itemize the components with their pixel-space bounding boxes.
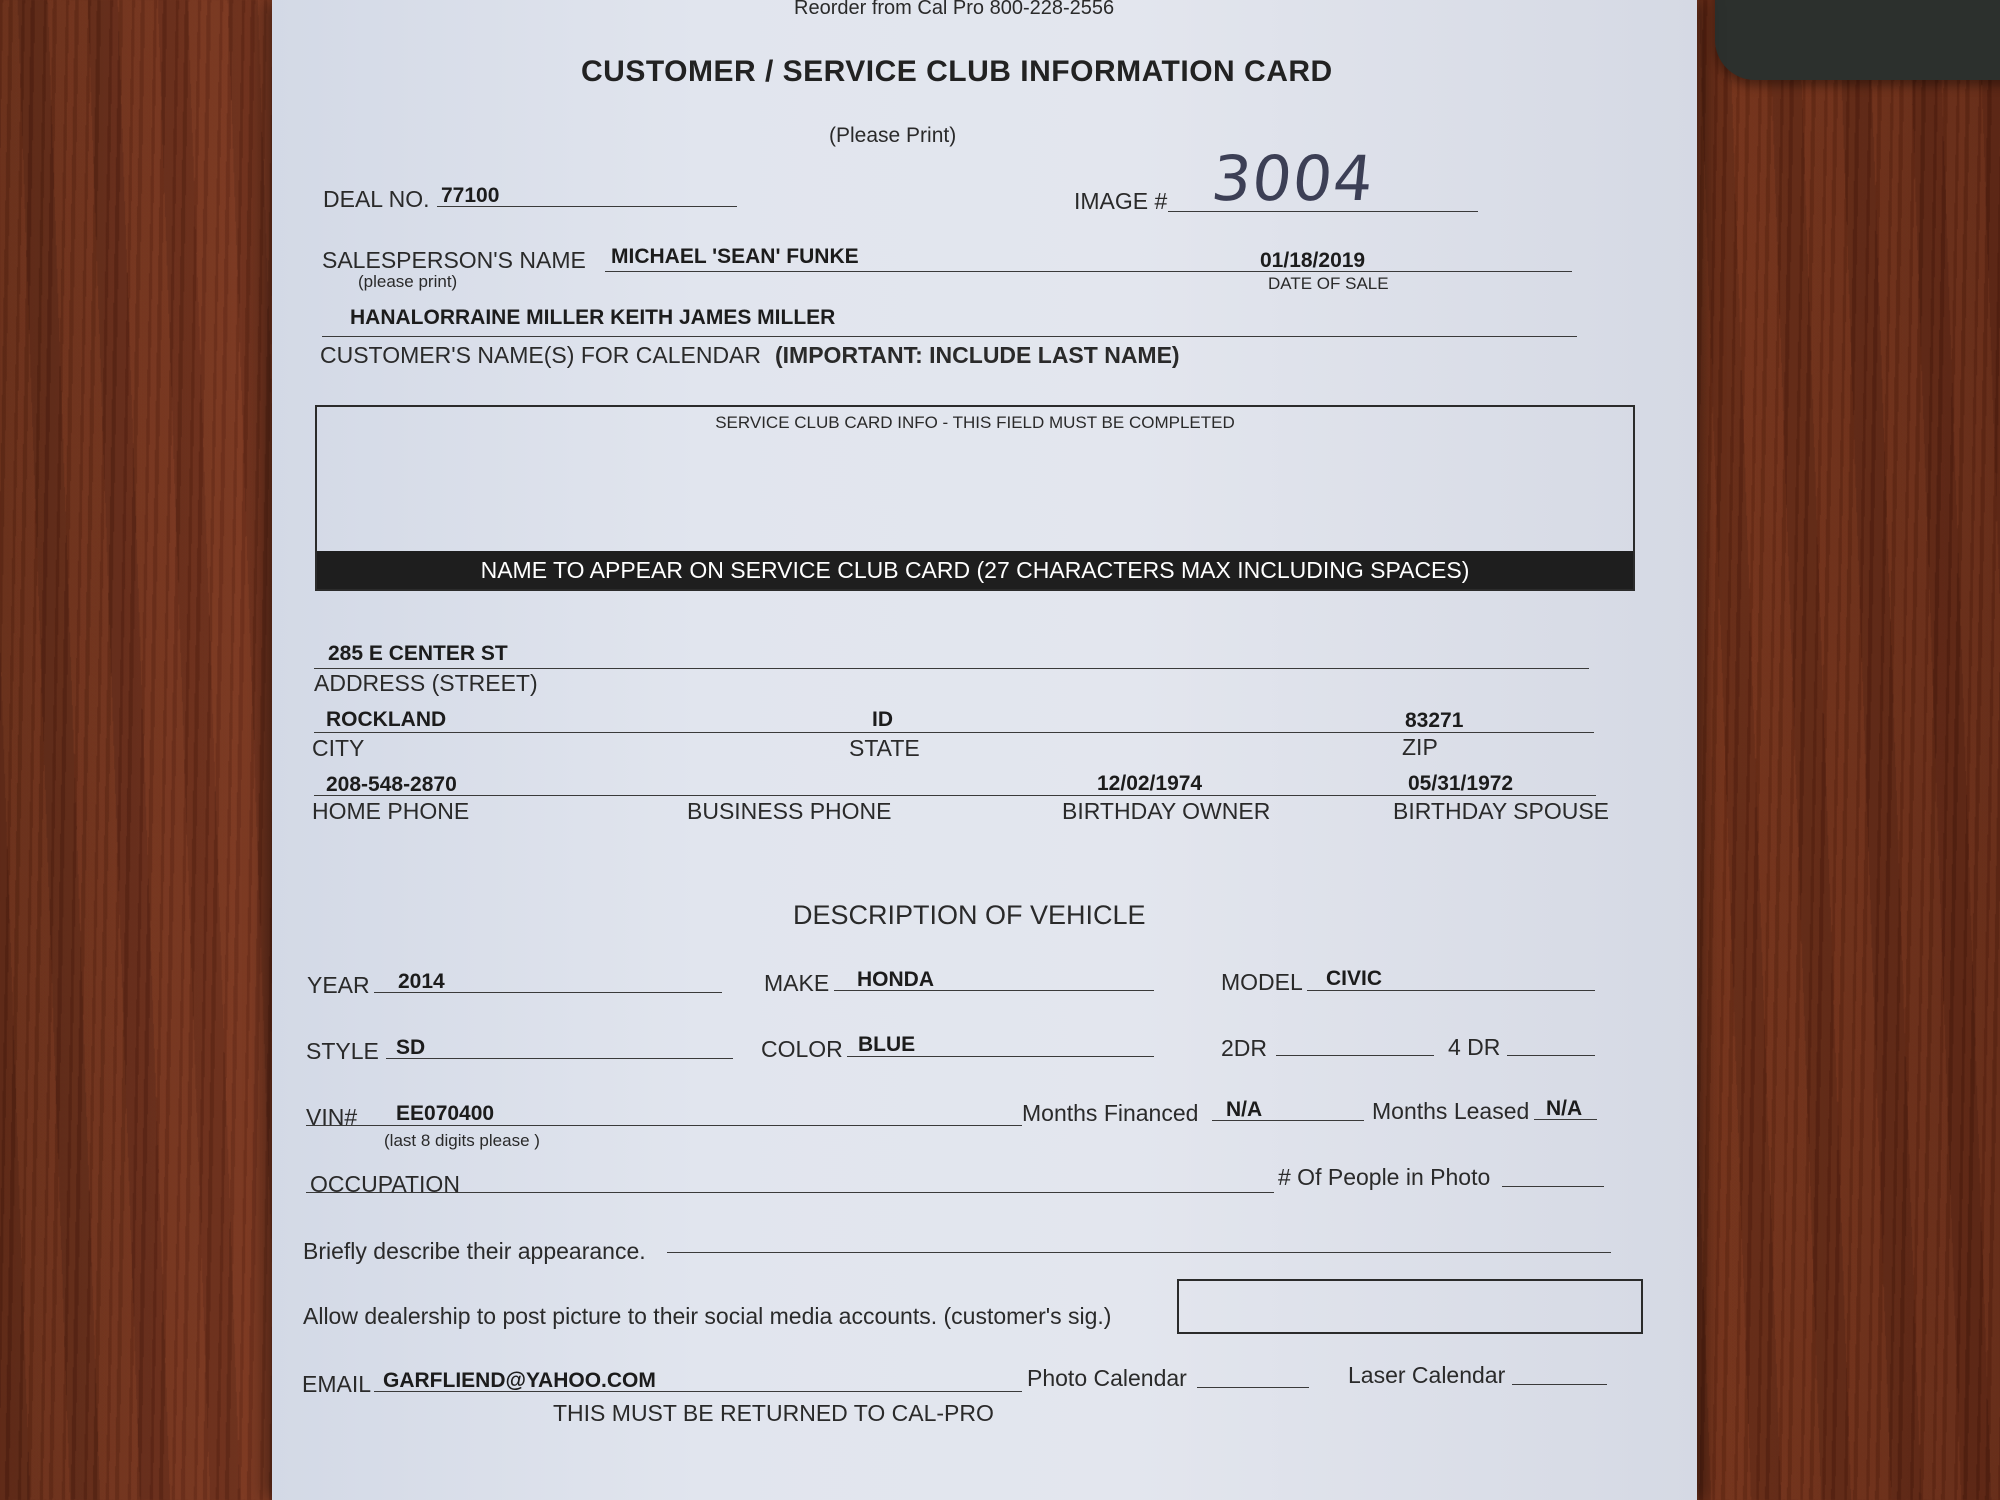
social-media-consent-label: Allow dealership to post picture to their social media accounts. (customer's sig.) xyxy=(303,1303,1112,1329)
months-financed-line xyxy=(1212,1120,1364,1121)
customer-signature-box xyxy=(1177,1279,1643,1334)
vehicle-heading: DESCRIPTION OF VEHICLE xyxy=(793,900,1146,930)
vin-note: (last 8 digits please ) xyxy=(384,1131,540,1150)
color-value: BLUE xyxy=(858,1033,916,1056)
four-door-label: 4 DR xyxy=(1448,1034,1501,1060)
city-state-zip-line xyxy=(314,732,1594,733)
email-line xyxy=(374,1391,1022,1392)
home-phone-value: 208-548-2870 xyxy=(326,773,457,796)
image-no-line xyxy=(1168,211,1478,212)
birthday-spouse-label: BIRTHDAY SPOUSE xyxy=(1393,798,1610,824)
months-leased-label: Months Leased xyxy=(1372,1098,1530,1124)
four-door-line xyxy=(1507,1055,1595,1056)
customer-name-label: CUSTOMER'S NAME(S) FOR CALENDAR xyxy=(320,342,762,368)
photo-calendar-label: Photo Calendar xyxy=(1027,1365,1187,1391)
model-line xyxy=(1307,990,1595,991)
occupation-line xyxy=(306,1192,1274,1193)
form-title: CUSTOMER / SERVICE CLUB INFORMATION CARD xyxy=(581,55,1333,88)
laser-calendar-label: Laser Calendar xyxy=(1348,1362,1506,1388)
year-value: 2014 xyxy=(398,970,445,993)
return-note: THIS MUST BE RETURNED TO CAL-PRO xyxy=(553,1400,994,1426)
model-value: CIVIC xyxy=(1326,967,1383,990)
state-value: ID xyxy=(872,708,893,731)
birthday-spouse-value: 05/31/1972 xyxy=(1408,772,1514,795)
city-label: CITY xyxy=(312,735,365,761)
city-value: ROCKLAND xyxy=(326,708,447,731)
deal-no-label: DEAL NO. xyxy=(323,186,430,212)
laser-calendar-line xyxy=(1512,1384,1607,1385)
year-label: YEAR xyxy=(307,972,370,998)
salesperson-label: SALESPERSON'S NAME xyxy=(322,247,586,273)
desk-blotter xyxy=(1715,0,2000,80)
business-phone-label: BUSINESS PHONE xyxy=(687,798,892,824)
customer-name-line xyxy=(322,336,1577,337)
street-line xyxy=(314,668,1589,669)
birthday-owner-value: 12/02/1974 xyxy=(1097,772,1203,795)
salesperson-sublabel: (please print) xyxy=(358,272,458,291)
color-label: COLOR xyxy=(761,1036,843,1062)
reorder-text: Reorder from Cal Pro 800-228-2556 xyxy=(794,0,1115,19)
date-of-sale-label: DATE OF SALE xyxy=(1268,274,1389,293)
style-value: SD xyxy=(396,1036,426,1059)
year-line xyxy=(374,992,722,993)
appearance-line xyxy=(667,1252,1611,1253)
appearance-label: Briefly describe their appearance. xyxy=(303,1238,646,1264)
salesperson-line xyxy=(605,271,1572,272)
customer-name-important: (IMPORTANT: INCLUDE LAST NAME) xyxy=(775,342,1180,368)
email-value: GARFLIEND@YAHOO.COM xyxy=(383,1369,656,1392)
image-no-handwritten-value: 3004 xyxy=(1208,142,1378,215)
two-door-label: 2DR xyxy=(1221,1035,1268,1061)
phones-line xyxy=(314,795,1596,796)
photo-calendar-line xyxy=(1197,1387,1309,1388)
customer-name-value: HANALORRAINE MILLER KEITH JAMES MILLER xyxy=(350,306,836,329)
state-label: STATE xyxy=(849,735,920,761)
style-line xyxy=(386,1058,733,1059)
info-card-sheet xyxy=(272,0,1697,1500)
vin-label: VIN# xyxy=(306,1104,358,1130)
vin-value: EE070400 xyxy=(396,1102,495,1125)
service-club-box xyxy=(315,405,1635,591)
months-leased-line xyxy=(1534,1119,1597,1120)
occupation-label: OCCUPATION xyxy=(310,1171,460,1197)
style-label: STYLE xyxy=(306,1038,379,1064)
service-club-name-bar: NAME TO APPEAR ON SERVICE CLUB CARD (27 CHARACTERS MAX INCLUDING SPACES) xyxy=(317,551,1633,589)
please-print-note: (Please Print) xyxy=(829,124,957,147)
zip-value: 83271 xyxy=(1405,709,1464,732)
people-in-photo-line xyxy=(1502,1186,1604,1187)
model-label: MODEL xyxy=(1221,969,1303,995)
months-financed-label: Months Financed xyxy=(1022,1100,1199,1126)
make-line xyxy=(834,990,1154,991)
make-label: MAKE xyxy=(764,970,830,996)
color-line xyxy=(847,1056,1154,1057)
service-club-caption: SERVICE CLUB CARD INFO - THIS FIELD MUST BE COMPLETED xyxy=(715,413,1235,432)
zip-label: ZIP xyxy=(1402,734,1438,760)
birthday-owner-label: BIRTHDAY OWNER xyxy=(1062,798,1271,824)
months-financed-value: N/A xyxy=(1226,1098,1263,1121)
image-no-label: IMAGE # xyxy=(1074,188,1168,214)
date-of-sale-value: 01/18/2019 xyxy=(1260,249,1366,272)
street-value: 285 E CENTER ST xyxy=(328,642,508,665)
people-in-photo-label: # Of People in Photo xyxy=(1278,1164,1491,1190)
salesperson-value: MICHAEL 'SEAN' FUNKE xyxy=(611,245,859,268)
email-label: EMAIL xyxy=(302,1371,372,1397)
months-leased-value: N/A xyxy=(1546,1097,1583,1120)
make-value: HONDA xyxy=(857,968,934,991)
home-phone-label: HOME PHONE xyxy=(312,798,470,824)
vin-line xyxy=(306,1125,1022,1126)
two-door-line xyxy=(1276,1055,1434,1056)
deal-no-value: 77100 xyxy=(441,184,500,207)
deal-no-line xyxy=(437,206,737,207)
street-label: ADDRESS (STREET) xyxy=(314,670,538,696)
